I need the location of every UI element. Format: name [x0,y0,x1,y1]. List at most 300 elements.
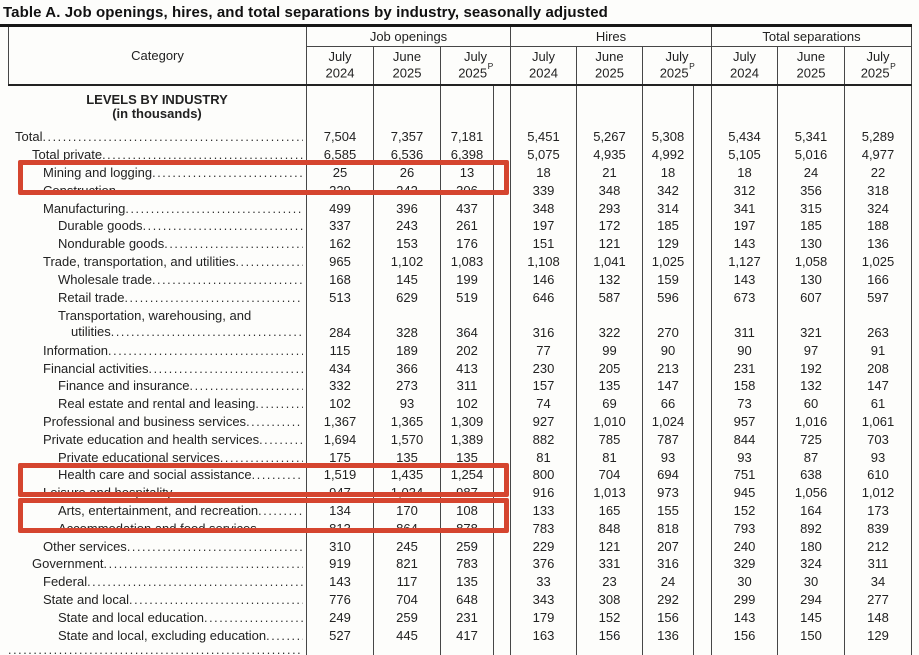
row-category-cell [8,164,306,182]
row-label: Mining and logging [43,164,153,180]
cell-hires-jul2025p: 129 [642,235,694,253]
cell-job-openings-jun2025: 135 [373,448,440,466]
cell-hires-jul2025p: 159 [642,270,694,288]
cell-hires-jul2024: 179 [510,608,576,626]
table-row [8,306,912,342]
cell-separations-jul2024: 329 [711,555,777,573]
cell-job-openings-jun2025: 1,435 [373,466,440,484]
column-gutter [494,502,510,520]
row-label: Manufacturing [43,200,126,216]
cell-hires-jul2025p: 270 [642,306,694,342]
cell-job-openings-jul2024: 1,694 [306,430,373,448]
cell-separations-jul2024: 957 [711,413,777,431]
column-gutter [694,573,711,591]
cell-hires-jul2024: 229 [510,537,576,555]
cell-separations-jul2024: 1,127 [711,253,777,271]
cell-job-openings-jul2024: 527 [306,626,373,644]
cell-hires-jul2025p: 1,025 [642,253,694,271]
cell-separations-jul2025p: 208 [844,359,912,377]
table-header [8,27,912,86]
row-label-line2: utilities [71,323,111,339]
table-row [8,199,912,217]
cell-separations-jul2025p: 136 [844,235,912,253]
cell-separations-jun2025: 1,056 [777,484,844,502]
table-row [8,341,912,359]
leader-dots [190,378,303,393]
empty-cell [373,86,440,128]
cell-hires-jul2025p: 694 [642,466,694,484]
row-category-cell [8,502,306,520]
cell-job-openings-jul2024: 1,519 [306,466,373,484]
cell-job-openings-jul2025p: 413 [440,359,494,377]
cell-separations-jul2025p: 147 [844,377,912,395]
cell-separations-jul2025p: 1,012 [844,484,912,502]
cell-job-openings-jul2024: 25 [306,164,373,182]
column-gutter [694,288,711,306]
cell-hires-jul2024: 81 [510,448,576,466]
row-label: Nondurable goods [58,236,165,252]
column-gutter [494,484,510,502]
row-label: Health care and social assistance [58,467,252,483]
cell-hires-jun2025: 848 [576,519,642,537]
leader-dots [255,396,303,411]
cell-separations-jul2024: 152 [711,502,777,520]
cell-job-openings-jul2025p: 417 [440,626,494,644]
cell-job-openings-jul2024: 332 [306,377,373,395]
row-label: State and local education [58,609,204,625]
month-header-sep-jul2024: July 2024 [711,47,777,84]
cell-hires-jul2024: 33 [510,573,576,591]
month-header-jo-jul2025p: July $2025^P$ [440,47,510,84]
table-row [8,146,912,164]
row-label: Real estate and rental and leasing [58,396,256,412]
cell-job-openings-jul2025p: 1,309 [440,413,494,431]
row-category-cell [8,146,306,164]
cell-job-openings-jul2024: 115 [306,341,373,359]
table-row [8,591,912,609]
cell-separations-jul2024: 312 [711,181,777,199]
column-gutter [694,537,711,555]
cell-job-openings-jun2025: 821 [373,555,440,573]
group-header-job-openings: Job openings [306,27,510,47]
table-row [8,644,912,655]
cell-job-openings-jul2025p: 519 [440,288,494,306]
column-gutter [694,306,711,342]
cell-hires-jul2024: 5,451 [510,128,576,146]
leader-dots [108,343,303,358]
cell-separations-jul2025p: 34 [844,573,912,591]
cell-separations-jun2025: 294 [777,591,844,609]
cell-separations-jul2025p: 324 [844,199,912,217]
table-row [8,288,912,306]
column-gutter [494,413,510,431]
row-label: Retail trade [58,289,125,305]
cell-separations-jul2024: 143 [711,235,777,253]
cell-separations-jul2025p: 4,977 [844,146,912,164]
cell-separations-jul2024: 73 [711,395,777,413]
cell-separations-jul2025p: 1,025 [844,253,912,271]
group-header-total-separations: Total separations [711,27,912,47]
cell-hires-jul2024: 1,108 [510,253,576,271]
cell-separations-jun2025: 132 [777,377,844,395]
table-row [8,377,912,395]
cell-separations-jun2025: 324 [777,555,844,573]
table-row [8,466,912,484]
column-gutter [494,146,510,164]
row-category-cell [8,288,306,306]
cell-job-openings-jun2025: 1,034 [373,484,440,502]
cell-hires-jul2024: 157 [510,377,576,395]
cell-separations-jul2024: 299 [711,591,777,609]
cell-job-openings-jul2025p: 783 [440,555,494,573]
cell-hires-jun2025: 1,041 [576,253,642,271]
cell-hires-jun2025: 322 [576,306,642,342]
empty-cell [642,86,694,128]
column-gutter [694,86,711,128]
cell-separations-jul2025p: 839 [844,519,912,537]
cell-hires-jul2024: 230 [510,359,576,377]
column-gutter [694,199,711,217]
row-label: Construction [43,182,116,198]
cell-separations-jun2025: 30 [777,573,844,591]
row-label: Other services [43,538,127,554]
cell-hires-jun2025: 308 [576,591,642,609]
table-row [8,359,912,377]
cell-separations-jul2025p: 61 [844,395,912,413]
cell-hires-jul2024: 800 [510,466,576,484]
cell-hires-jul2024: 646 [510,288,576,306]
cell-job-openings-jun2025: 396 [373,199,440,217]
cell-separations-jun2025: 5,016 [777,146,844,164]
cell-separations-jul2025p: 5,289 [844,128,912,146]
empty-cell [844,86,912,128]
cell-separations-jul2024: 93 [711,448,777,466]
cell-hires-jul2025p: 292 [642,591,694,609]
table-row [8,395,912,413]
row-label: Information [43,342,109,358]
cell-separations-jul2025p: 212 [844,537,912,555]
cell-hires-jul2024 [510,644,576,655]
column-gutter [694,484,711,502]
cell-hires-jun2025: 5,267 [576,128,642,146]
cell-separations-jun2025: 130 [777,235,844,253]
leader-dots [152,272,303,287]
row-label: Professional and business services [43,414,247,430]
cell-hires-jul2024: 163 [510,626,576,644]
column-gutter [694,377,711,395]
cell-job-openings-jun2025: 245 [373,537,440,555]
cell-separations-jul2025p [844,644,912,655]
cell-separations-jul2024: 240 [711,537,777,555]
cell-hires-jul2025p: 314 [642,199,694,217]
column-gutter [494,626,510,644]
column-gutter [494,519,510,537]
cell-hires-jul2025p: 818 [642,519,694,537]
cell-separations-jul2024: 673 [711,288,777,306]
cell-job-openings-jul2024: 229 [306,181,373,199]
column-gutter [494,537,510,555]
cell-job-openings-jun2025: 170 [373,502,440,520]
column-gutter [694,395,711,413]
cell-job-openings-jul2025p: 648 [440,591,494,609]
cell-job-openings-jul2024: 499 [306,199,373,217]
row-category-cell [8,413,306,431]
column-gutter [494,181,510,199]
cell-separations-jul2025p: 129 [844,626,912,644]
cell-separations-jun2025: 315 [777,199,844,217]
cell-separations-jun2025: 356 [777,181,844,199]
cell-separations-jul2024: 311 [711,306,777,342]
column-gutter [694,644,711,655]
month-header-hires-jul2024: July 2024 [510,47,576,84]
cell-hires-jun2025: 205 [576,359,642,377]
leader-dots [164,236,303,251]
cell-hires-jun2025: 152 [576,608,642,626]
column-gutter [494,359,510,377]
cell-job-openings-jul2024: 284 [306,306,373,342]
column-gutter [694,181,711,199]
cell-job-openings-jun2025: 328 [373,306,440,342]
cell-hires-jul2025p: 973 [642,484,694,502]
row-category-cell [8,359,306,377]
cell-job-openings-jul2025p: 102 [440,395,494,413]
row-label: State and local [43,592,130,608]
cell-separations-jul2024: 90 [711,341,777,359]
row-category-cell [8,181,306,199]
cell-separations-jul2025p: 148 [844,608,912,626]
column-gutter [494,377,510,395]
column-gutter [694,341,711,359]
row-category-cell [8,626,306,644]
leader-dots [127,539,303,554]
cell-separations-jul2024: 30 [711,573,777,591]
column-gutter [694,591,711,609]
table-row [8,608,912,626]
column-gutter [494,644,510,655]
cell-separations-jul2024: 341 [711,199,777,217]
cell-job-openings-jun2025: 273 [373,377,440,395]
row-category-cell [8,537,306,555]
cell-hires-jul2025p: 1,024 [642,413,694,431]
cell-job-openings-jul2024: 7,504 [306,128,373,146]
row-category-cell [8,341,306,359]
cell-hires-jul2025p: 213 [642,359,694,377]
column-gutter [494,128,510,146]
cell-job-openings-jul2024: 134 [306,502,373,520]
month-header-sep-jul2025p: July $2025^P$ [844,47,912,84]
table-row [8,164,912,182]
cell-hires-jun2025: 121 [576,235,642,253]
leader-dots [220,450,303,465]
cell-separations-jun2025: 145 [777,608,844,626]
cell-job-openings-jul2025p: 1,083 [440,253,494,271]
cell-hires-jul2025p: 18 [642,164,694,182]
table-row [8,413,912,431]
cell-separations-jul2025p: 703 [844,430,912,448]
cell-job-openings-jul2024: 337 [306,217,373,235]
cell-job-openings-jun2025: 704 [373,591,440,609]
row-label: Durable goods [58,218,143,234]
cell-job-openings-jun2025: 864 [373,519,440,537]
cell-hires-jul2024: 339 [510,181,576,199]
cell-job-openings-jun2025 [373,644,440,655]
row-label: Accommodation and food services [58,520,257,536]
cell-hires-jul2024: 18 [510,164,576,182]
cell-hires-jul2025p: 66 [642,395,694,413]
row-category-cell [8,573,306,591]
cell-separations-jun2025: 185 [777,217,844,235]
cell-hires-jul2024: 5,075 [510,146,576,164]
column-gutter [694,502,711,520]
cell-separations-jul2024 [711,644,777,655]
column-gutter [694,270,711,288]
cell-job-openings-jul2025p: 364 [440,306,494,342]
cell-hires-jul2024: 77 [510,341,576,359]
cell-hires-jun2025: 132 [576,270,642,288]
cell-job-openings-jul2025p: 202 [440,341,494,359]
cell-separations-jun2025: 1,058 [777,253,844,271]
month-header-jo-jun2025: June 2025 [373,47,440,84]
cell-separations-jun2025: 87 [777,448,844,466]
cell-separations-jul2024: 751 [711,466,777,484]
cell-hires-jul2025p: 93 [642,448,694,466]
cell-job-openings-jul2024: 175 [306,448,373,466]
leader-dots [204,610,303,625]
cell-hires-jul2025p: 155 [642,502,694,520]
leader-dots [124,290,303,305]
cell-separations-jun2025: 97 [777,341,844,359]
cell-job-openings-jul2025p: 176 [440,235,494,253]
cell-hires-jul2025p: 136 [642,626,694,644]
cell-separations-jul2024: 5,434 [711,128,777,146]
cell-hires-jul2024: 343 [510,591,576,609]
leader-dots [42,129,303,144]
column-gutter [694,128,711,146]
cell-hires-jul2024: 197 [510,217,576,235]
row-label: Federal [43,574,88,590]
column-gutter [494,430,510,448]
row-label: Finance and insurance [58,378,190,394]
cell-job-openings-jul2025p: 199 [440,270,494,288]
cell-job-openings-jul2024: 434 [306,359,373,377]
table-row [8,537,912,555]
cell-job-openings-jul2025p: 878 [440,519,494,537]
row-label: Arts, entertainment, and recreation [58,503,259,519]
column-gutter [494,573,510,591]
cell-separations-jun2025: 892 [777,519,844,537]
cell-separations-jun2025: 130 [777,270,844,288]
column-gutter [694,626,711,644]
row-label: Total [15,129,43,145]
cell-separations-jun2025: 1,016 [777,413,844,431]
row-category-cell [8,466,306,484]
column-gutter [494,466,510,484]
cell-job-openings-jul2024: 919 [306,555,373,573]
row-category-cell [8,377,306,395]
cell-hires-jul2025p: 207 [642,537,694,555]
cell-separations-jun2025: 150 [777,626,844,644]
cell-hires-jul2024: 133 [510,502,576,520]
column-gutter [494,341,510,359]
row-category-cell [8,395,306,413]
cell-job-openings-jul2025p: 1,254 [440,466,494,484]
cell-job-openings-jul2024: 965 [306,253,373,271]
column-gutter [694,235,711,253]
cell-job-openings-jun2025: 93 [373,395,440,413]
cell-hires-jul2024: 783 [510,519,576,537]
cell-job-openings-jul2025p: 135 [440,448,494,466]
cell-hires-jun2025: 156 [576,626,642,644]
cell-hires-jul2025p [642,644,694,655]
cell-job-openings-jul2025p: 261 [440,217,494,235]
column-gutter [694,466,711,484]
cell-job-openings-jul2025p: 1,389 [440,430,494,448]
cell-separations-jun2025: 5,341 [777,128,844,146]
cell-hires-jul2024: 348 [510,199,576,217]
row-label: Trade, transportation, and utilities [43,253,236,269]
table-row [8,519,912,537]
cell-hires-jul2025p: 316 [642,555,694,573]
leader-dots [172,485,303,500]
cell-separations-jun2025 [777,644,844,655]
cell-separations-jun2025: 192 [777,359,844,377]
cell-separations-jul2025p: 1,061 [844,413,912,431]
cell-separations-jul2024: 143 [711,608,777,626]
cell-separations-jul2025p: 91 [844,341,912,359]
column-gutter [494,448,510,466]
leader-dots [8,644,303,655]
cell-hires-jun2025: 1,010 [576,413,642,431]
column-gutter [694,413,711,431]
cell-separations-jul2024: 143 [711,270,777,288]
cell-hires-jun2025: 331 [576,555,642,573]
cell-job-openings-jul2024: 813 [306,519,373,537]
cell-job-openings-jun2025: 189 [373,341,440,359]
cell-hires-jun2025: 135 [576,377,642,395]
cell-job-openings-jun2025: 145 [373,270,440,288]
cell-hires-jul2024: 151 [510,235,576,253]
cell-job-openings-jul2025p: 259 [440,537,494,555]
cell-job-openings-jul2024: 6,585 [306,146,373,164]
row-label: State and local, excluding education [58,627,267,643]
column-gutter [494,253,510,271]
cell-separations-jul2025p: 263 [844,306,912,342]
cell-job-openings-jun2025: 1,365 [373,413,440,431]
empty-cell [711,86,777,128]
row-label: Private educational services [58,449,220,465]
cell-hires-jun2025: 785 [576,430,642,448]
cell-hires-jun2025: 587 [576,288,642,306]
row-category-cell [8,128,306,146]
row-label: Transportation, warehousing, and [58,307,252,323]
cell-separations-jun2025: 60 [777,395,844,413]
cell-job-openings-jun2025: 1,102 [373,253,440,271]
column-gutter [694,555,711,573]
table-row [8,626,912,644]
leader-dots [259,432,303,447]
leader-dots [116,183,303,198]
leader-dots [111,324,303,340]
table-row [8,430,912,448]
cell-job-openings-jun2025: 243 [373,217,440,235]
leader-dots [149,361,304,376]
cell-job-openings-jun2025: 26 [373,164,440,182]
row-label: Financial activities [43,360,149,376]
cell-separations-jul2024: 158 [711,377,777,395]
section-header-row [8,86,912,128]
row-label: Total private [32,147,103,163]
month-header-sep-jun2025: June 2025 [777,47,844,84]
